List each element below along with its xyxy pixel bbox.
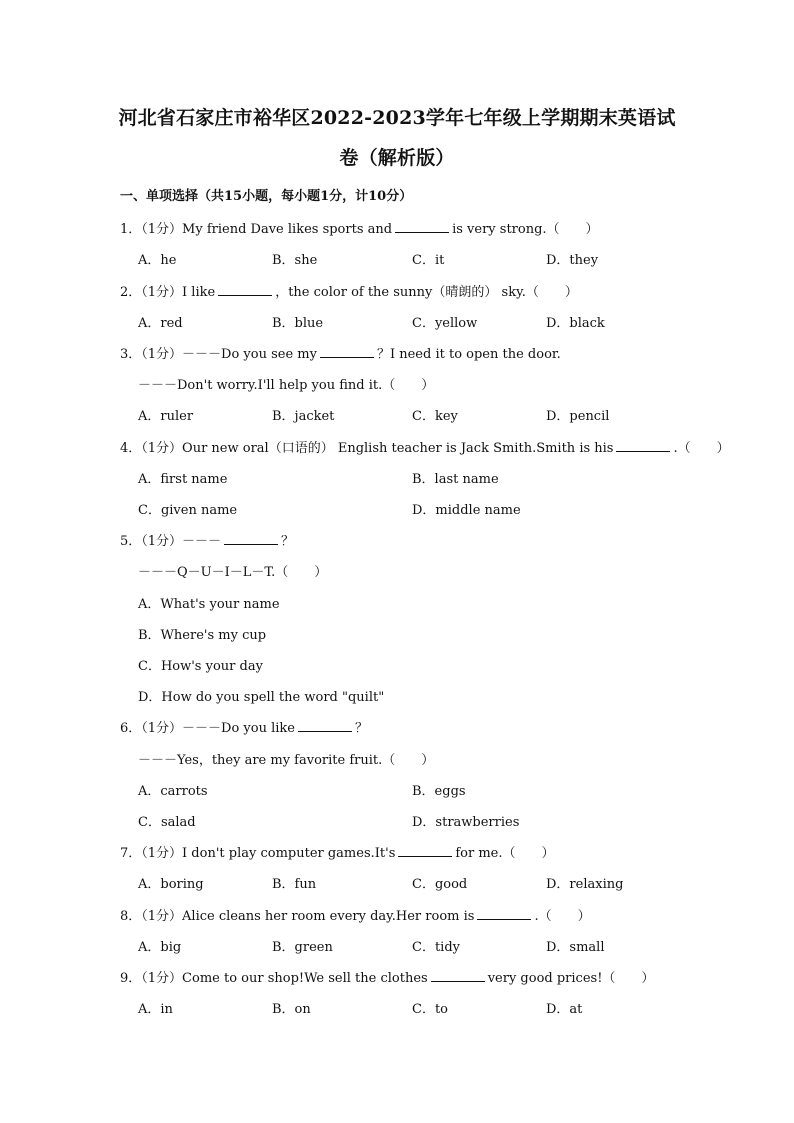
option-b: B．Where's my cup bbox=[138, 628, 267, 643]
option-c: C．to bbox=[412, 1002, 448, 1017]
question-text: 3．（1分）－－－Do you see my bbox=[120, 347, 317, 362]
question-text: 1．（1分）My friend Dave likes sports and bbox=[120, 222, 393, 237]
option-c: C．yellow bbox=[412, 316, 478, 331]
answer-blank bbox=[477, 908, 531, 920]
option-d: D．relaxing bbox=[546, 877, 624, 892]
question-6-response: －－－Yes，they are my favorite fruit.（ ） bbox=[138, 753, 435, 768]
answer-blank bbox=[398, 845, 452, 857]
option-c: C．good bbox=[412, 877, 468, 892]
question-5 bbox=[120, 530, 294, 549]
option-d: D．at bbox=[546, 1002, 583, 1017]
question-4 bbox=[120, 437, 730, 456]
question-text-end: is very strong.（ ） bbox=[452, 222, 599, 237]
question-text: 9．（1分）Come to our shop!We sell the clothes bbox=[120, 971, 428, 986]
question-text-end: for me.（ ） bbox=[455, 846, 555, 861]
answer-blank bbox=[616, 440, 670, 452]
question-text-end: very good prices!（ ） bbox=[487, 971, 655, 986]
section-heading: 一、单项选择（共15小题，每小题1分，计10分） bbox=[120, 189, 413, 204]
option-d: D．middle name bbox=[412, 503, 521, 518]
question-text-end: .（ ） bbox=[534, 909, 591, 924]
option-b: B．green bbox=[272, 940, 333, 955]
option-d: D．How do you spell the word "quilt" bbox=[138, 690, 385, 705]
option-a: A．big bbox=[138, 940, 182, 955]
option-b: B．eggs bbox=[412, 784, 466, 799]
document-title-continued: 卷（解析版） bbox=[339, 147, 455, 169]
question-text: 2．（1分）I like bbox=[120, 285, 216, 300]
question-text-end: ？ bbox=[355, 721, 369, 736]
question-3 bbox=[120, 343, 561, 362]
option-c: C．key bbox=[412, 409, 458, 424]
question-text-end: .（ ） bbox=[673, 441, 730, 456]
question-text: 7．（1分）I don't play computer games.It's bbox=[120, 846, 396, 861]
answer-blank bbox=[224, 533, 278, 545]
document-title: 河北省石家庄市裕华区2022-2023学年七年级上学期期末英语试 bbox=[118, 107, 676, 129]
option-d: D．pencil bbox=[546, 409, 610, 424]
option-a: A．he bbox=[138, 253, 177, 268]
question-text: 8．（1分）Alice cleans her room every day.Her room is bbox=[120, 909, 475, 924]
option-a: A．in bbox=[138, 1002, 173, 1017]
option-c: C．tidy bbox=[412, 940, 460, 955]
question-1 bbox=[120, 218, 599, 237]
question-9 bbox=[120, 967, 654, 986]
option-b: B．last name bbox=[412, 472, 499, 487]
question-text: 5．（1分）－－－ bbox=[120, 534, 222, 549]
question-7 bbox=[120, 842, 555, 861]
question-6 bbox=[120, 717, 368, 736]
question-2 bbox=[120, 281, 578, 300]
option-b: B．fun bbox=[272, 877, 317, 892]
option-b: B．on bbox=[272, 1002, 311, 1017]
question-8 bbox=[120, 905, 591, 924]
option-d: D．black bbox=[546, 316, 605, 331]
answer-blank bbox=[395, 221, 449, 233]
question-text-end: ？ bbox=[281, 534, 295, 549]
answer-blank bbox=[320, 346, 374, 358]
option-a: A．boring bbox=[138, 877, 204, 892]
option-c: C．salad bbox=[138, 815, 196, 830]
option-c: C．How's your day bbox=[138, 659, 263, 674]
option-c: C．it bbox=[412, 253, 445, 268]
option-d: D．strawberries bbox=[412, 815, 520, 830]
option-b: B．she bbox=[272, 253, 318, 268]
option-a: A．What's your name bbox=[138, 597, 280, 612]
question-text-end: ，the color of the sunny（晴朗的） sky.（ ） bbox=[275, 285, 578, 300]
option-d: D．they bbox=[546, 253, 599, 268]
option-c: C．given name bbox=[138, 503, 238, 518]
option-a: A．ruler bbox=[138, 409, 194, 424]
option-b: B．jacket bbox=[272, 409, 335, 424]
answer-blank bbox=[218, 284, 272, 296]
question-text: 6．（1分）－－－Do you like bbox=[120, 721, 295, 736]
option-a: A．first name bbox=[138, 472, 228, 487]
question-3-response: －－－Don't worry.I'll help you find it.（ ） bbox=[138, 378, 435, 393]
question-text: 4．（1分）Our new oral（口语的） English teacher is Jack Smith.Smith is his bbox=[120, 441, 614, 456]
option-a: A．red bbox=[138, 316, 183, 331]
question-5-response: －－－Q－U－I－L－T.（ ） bbox=[138, 565, 328, 580]
question-text-end: ？I need it to open the door. bbox=[376, 347, 561, 362]
answer-blank bbox=[298, 720, 352, 732]
option-b: B．blue bbox=[272, 316, 324, 331]
answer-blank bbox=[431, 970, 485, 982]
option-a: A．carrots bbox=[138, 784, 208, 799]
option-d: D．small bbox=[546, 940, 605, 955]
